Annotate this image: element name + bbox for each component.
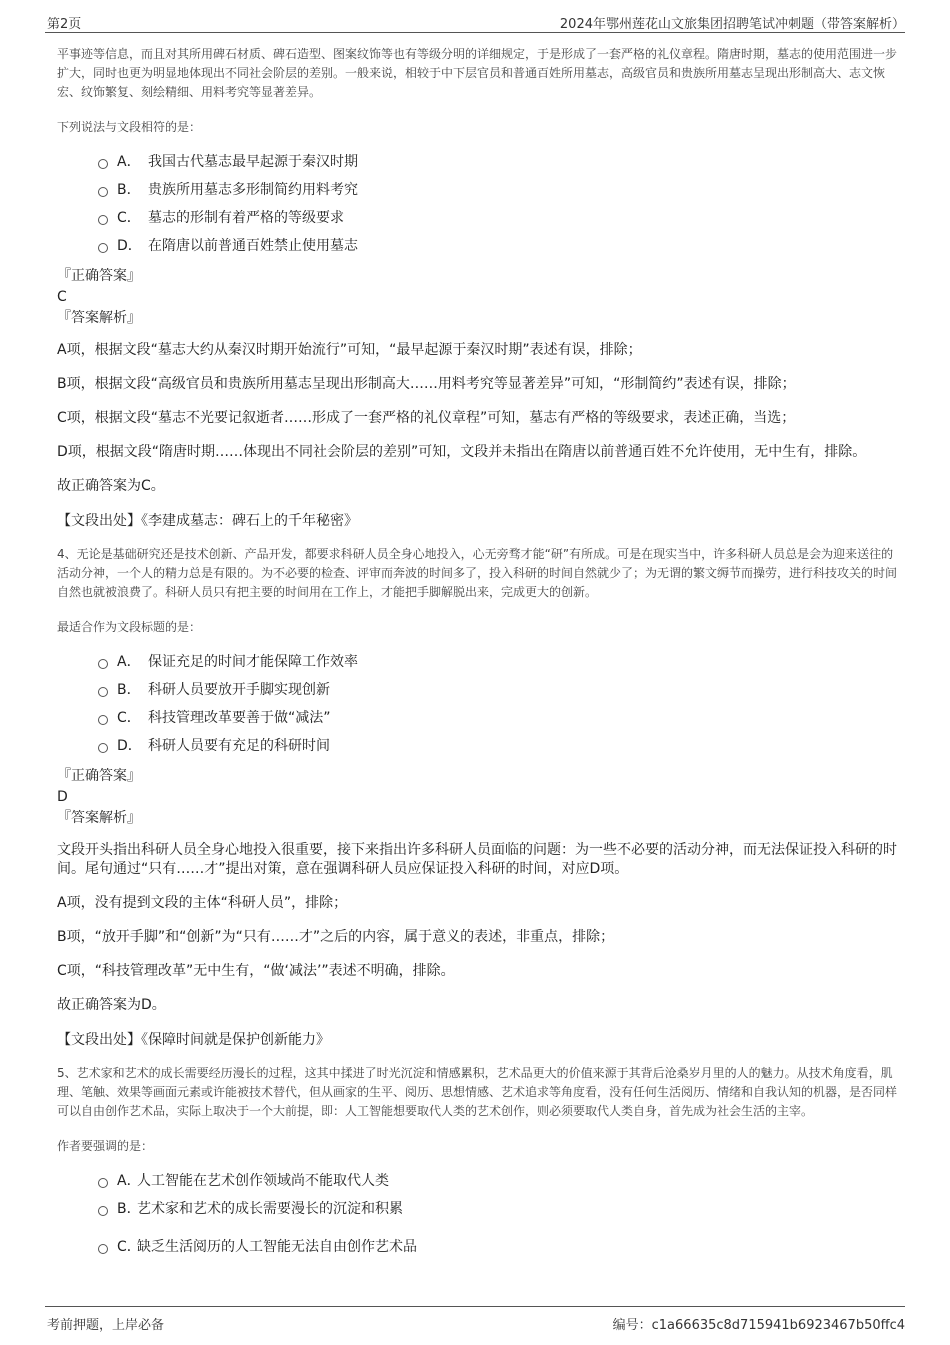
q4-passage: 4、无论是基础研究还是技术创新、产品开发，都要求科研人员全身心地投入，心无旁骛才能“研”有所成。可是在现实当中，许多科研人员总是会为迎来送往的活动分神，一个人的精力总是有限的。为不必要的检查、评审而奔波的时间多了，投入科研的时间自然就少了；为无谓的繁文缛节而操劳，进行科技攻关的时间自然也就被浪费了。科研人员只有把主要的时间用在工作上，才能把手脚解脱出来，完成更大的创新。 bbox=[57, 547, 898, 599]
radio-icon[interactable] bbox=[98, 215, 108, 225]
radio-icon[interactable] bbox=[98, 1244, 108, 1254]
radio-icon[interactable] bbox=[98, 1206, 108, 1216]
document-title: 2024年鄂州莲花山文旅集团招聘笔试冲刺题（带答案解析） bbox=[559, 17, 905, 32]
q3-answer-label: 『正确答案』 bbox=[57, 268, 141, 284]
q4-analysis-label: 『答案解析』 bbox=[57, 810, 141, 826]
q3-conclusion: 故正确答案为C。 bbox=[57, 478, 165, 494]
option-letter: A． bbox=[117, 154, 141, 170]
q5-option-a[interactable] bbox=[98, 1166, 897, 1194]
radio-icon[interactable] bbox=[98, 1178, 108, 1188]
radio-icon[interactable] bbox=[98, 715, 108, 725]
option-letter: A． bbox=[117, 654, 141, 670]
page-header bbox=[0, 0, 950, 36]
option-letter: B． bbox=[117, 682, 141, 698]
option-text: 科研人员要有充足的科研时间 bbox=[148, 738, 330, 754]
q3-passage-tail: 平事迹等信息，而且对其所用碑石材质、碑石造型、图案纹饰等也有等级分明的详细规定，于是形成了一套严格的礼仪章程。隋唐时期，墓志的使用范围进一步扩大，同时也更为明显地体现出不同社会阶层的差别。一般来说，相较于中下层官员和普通百姓所用墓志，高级官员和贵族所用墓志呈现出形制高大、志文恢宏、纹饰繁复、刻绘精细、用料考究等显著差异。 bbox=[57, 47, 898, 99]
radio-icon[interactable] bbox=[98, 687, 108, 697]
q4-explanation-main: 文段开头指出科研人员全身心地投入很重要，接下来指出许多科研人员面临的问题：为一些不必要的活动分神，而无法保证投入科研的时间。尾句通过“只有……才”提出对策，意在强调科研人员应保证投入科研的时间，对应D项。 bbox=[57, 842, 897, 877]
q5-option-b[interactable] bbox=[98, 1194, 897, 1222]
option-letter: D． bbox=[117, 238, 142, 254]
option-text: 科技管理改革要善于做“减法” bbox=[148, 710, 331, 726]
option-letter: C． bbox=[117, 1239, 141, 1255]
q4-option-a[interactable] bbox=[98, 647, 897, 675]
q3-option-a[interactable] bbox=[98, 147, 897, 175]
radio-icon[interactable] bbox=[98, 159, 108, 169]
radio-icon[interactable] bbox=[98, 243, 108, 253]
option-text: 贵族所用墓志多形制简约用料考究 bbox=[148, 182, 358, 198]
option-letter: B． bbox=[117, 182, 141, 198]
option-text: 我国古代墓志最早起源于秦汉时期 bbox=[148, 154, 358, 170]
q5-option-c[interactable] bbox=[98, 1232, 897, 1260]
option-text: 保证充足的时间才能保障工作效率 bbox=[148, 654, 358, 670]
q4-options bbox=[98, 647, 897, 759]
q4-answer-label: 『正确答案』 bbox=[57, 768, 141, 784]
q4-prompt: 最适合作为文段标题的是： bbox=[57, 620, 202, 634]
q4-conclusion: 故正确答案为D。 bbox=[57, 997, 166, 1013]
q3-explanation-d: D项，根据文段“隋唐时期……体现出不同社会阶层的差别”可知，文段并未指出在隋唐以前普通百姓不允许使用，无中生有，排除。 bbox=[57, 444, 867, 460]
radio-icon[interactable] bbox=[98, 743, 108, 753]
option-text: 艺术家和艺术的成长需要漫长的沉淀和积累 bbox=[137, 1201, 403, 1217]
radio-icon[interactable] bbox=[98, 187, 108, 197]
option-text: 墓志的形制有着严格的等级要求 bbox=[148, 210, 344, 226]
option-letter: A． bbox=[117, 1173, 141, 1189]
q4-option-d[interactable] bbox=[98, 731, 897, 759]
footer-slogan: 考前押题，上岸必备 bbox=[47, 1318, 165, 1333]
page-number: 第2页 bbox=[47, 17, 82, 32]
q3-options bbox=[98, 147, 897, 259]
option-letter: C． bbox=[117, 710, 141, 726]
option-text: 缺乏生活阅历的人工智能无法自由创作艺术品 bbox=[137, 1239, 417, 1255]
radio-icon[interactable] bbox=[98, 659, 108, 669]
q4-option-c[interactable] bbox=[98, 703, 897, 731]
footer-divider bbox=[45, 1306, 905, 1307]
q3-explanation-b: B项，根据文段“高级官员和贵族所用墓志呈现出形制高大……用料考究等显著差异”可知，“形制简约”表述有误，排除； bbox=[57, 376, 796, 392]
q3-option-d[interactable] bbox=[98, 231, 897, 259]
option-text: 在隋唐以前普通百姓禁止使用墓志 bbox=[148, 238, 358, 254]
q3-explanation-a: A项，根据文段“墓志大约从秦汉时期开始流行”可知，“最早起源于秦汉时期”表述有误，排除； bbox=[57, 342, 642, 358]
q5-passage: 5、艺术家和艺术的成长需要经历漫长的过程，这其中揉进了时光沉淀和情感累积，艺术品更大的价值来源于其背后沧桑岁月里的人的魅力。从技术角度看，肌理、笔触、效果等画面元素或许能被技术替代，但从画家的生平、阅历、思想情感、艺术追求等角度看，没有任何生活阅历、情绪和自我认知的机器，是否同样可以自由创作艺术品，实际上取决于一个大前提，即：人工智能想要取代人类的艺术创作，则必须要取代人类自身，首先成为社会生活的主宰。 bbox=[57, 1066, 898, 1118]
q5-prompt: 作者要强调的是： bbox=[57, 1139, 154, 1153]
option-text: 科研人员要放开手脚实现创新 bbox=[148, 682, 330, 698]
q4-explanation-a: A项，没有提到文段的主体“科研人员”，排除； bbox=[57, 895, 348, 911]
q4-explanation-b: B项，“放开手脚”和“创新”为“只有……才”之后的内容，属于意义的表述，非重点，排除； bbox=[57, 929, 615, 945]
page-footer bbox=[0, 1306, 950, 1345]
q3-source: 【文段出处】《李建成墓志：碑石上的千年秘密》 bbox=[57, 513, 358, 529]
page-content bbox=[57, 38, 897, 1260]
document-serial: 编号：c1a66635c8d715941b6923467b50ffc4 bbox=[612, 1318, 905, 1333]
header-divider bbox=[45, 32, 905, 33]
q3-answer: C bbox=[57, 289, 67, 305]
option-letter: B． bbox=[117, 1201, 141, 1217]
q3-explanation-c: C项，根据文段“墓志不光要记叙逝者……形成了一套严格的礼仪章程”可知，墓志有严格的等级要求，表述正确，当选； bbox=[57, 410, 796, 426]
q3-analysis-label: 『答案解析』 bbox=[57, 310, 141, 326]
q5-options bbox=[98, 1166, 897, 1260]
q3-option-c[interactable] bbox=[98, 203, 897, 231]
q3-option-b[interactable] bbox=[98, 175, 897, 203]
q4-option-b[interactable] bbox=[98, 675, 897, 703]
option-letter: C． bbox=[117, 210, 141, 226]
q4-explanation-c: C项，“科技管理改革”无中生有，“做‘减法’”表述不明确，排除。 bbox=[57, 963, 455, 979]
option-text: 人工智能在艺术创作领域尚不能取代人类 bbox=[137, 1173, 389, 1189]
option-letter: D． bbox=[117, 738, 142, 754]
q4-source: 【文段出处】《保障时间就是保护创新能力》 bbox=[57, 1032, 330, 1048]
q4-answer: D bbox=[57, 789, 68, 805]
q3-prompt: 下列说法与文段相符的是： bbox=[57, 120, 202, 134]
